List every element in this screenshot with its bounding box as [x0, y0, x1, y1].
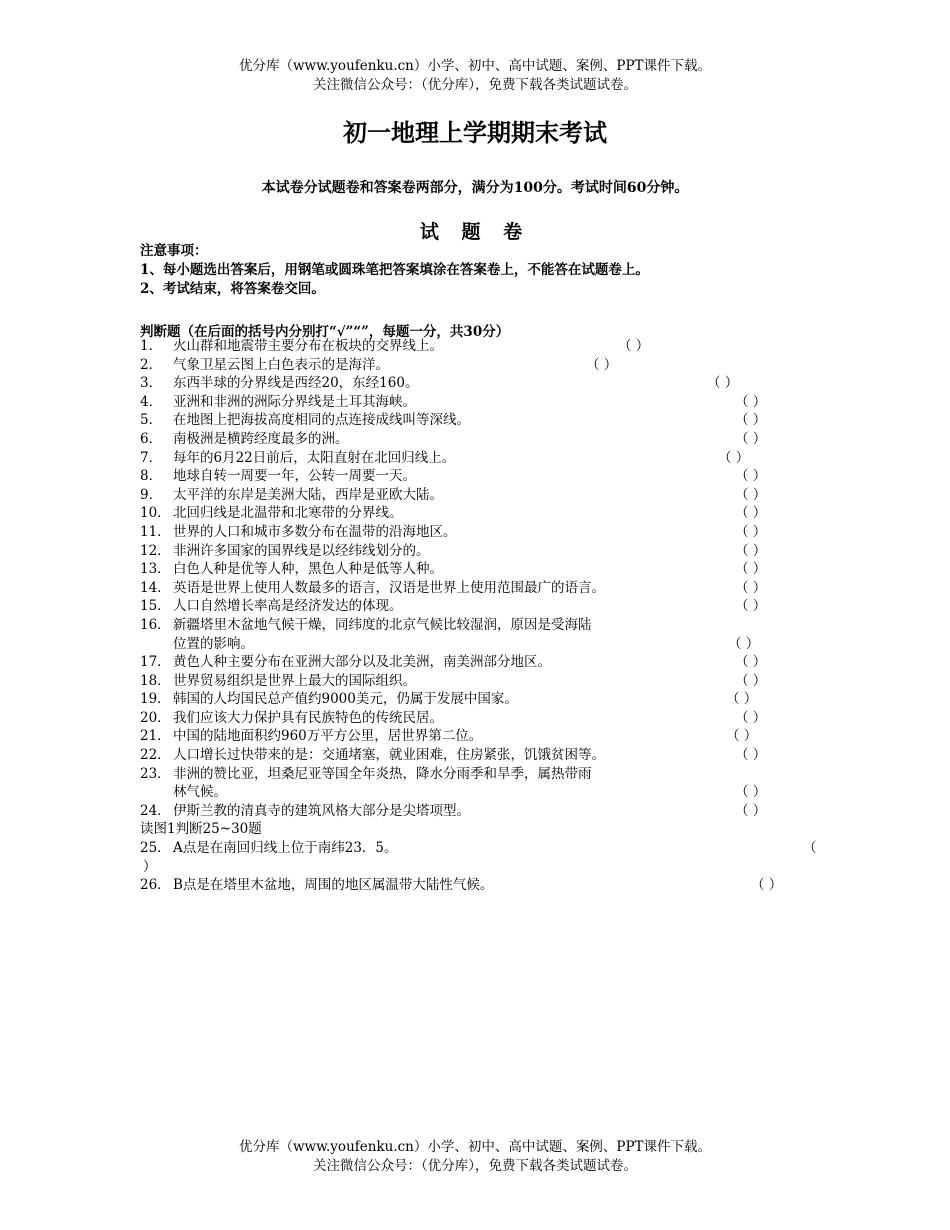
question-item [140, 876, 820, 895]
question-item [140, 356, 820, 375]
question-number: 1． [140, 338, 163, 354]
answer-blank: （ ） [726, 691, 758, 708]
question-text: 伊斯兰教的清真寺的建筑风格大部分是尖塔项型。 [173, 802, 470, 819]
question-text: 人口自然增长率高是经济发达的体现。 [173, 598, 403, 615]
note-item: 1、每小题选出答案后，用钢笔或圆珠笔把答案填涂在答案卷上，不能答在试题卷上。 [140, 262, 649, 278]
question-item [140, 839, 820, 876]
header-line-1: 优分库（www.youfenku.cn）小学、初中、高中试题、案例、PPT课件下载。 [238, 58, 712, 74]
question-item [140, 560, 820, 579]
question-item [140, 449, 820, 468]
question-item [140, 430, 820, 449]
question-number: 14． [140, 579, 171, 596]
question-text: 非洲的赞比亚，坦桑尼亚等国全年炎热，降水分雨季和旱季，属热带雨 林气候。 [173, 765, 592, 801]
question-number: 5． [140, 412, 163, 429]
answer-blank: （ ） [735, 579, 767, 596]
question-text: 中国的陆地面积约960万平方公里，居世界第二位。 [173, 728, 483, 745]
question-item [140, 374, 820, 393]
question-text: 非洲许多国家的国界线是以经纬线划分的。 [173, 542, 430, 559]
question-list [140, 337, 820, 895]
question-item [140, 467, 820, 486]
question-number: 8． [140, 468, 163, 485]
question-text: 人口增长过快带来的是：交通堵塞，就业困难，住房紧张，饥饿贫困等。 [173, 747, 605, 764]
question-text: 南极洲是横跨经度最多的洲。 [173, 430, 349, 447]
question-item [140, 690, 820, 709]
question-text: 太平洋的东岸是美洲大陆，西岸是亚欧大陆。 [173, 486, 443, 503]
question-number: 23． [140, 765, 171, 782]
map-instruction: 读图1判断25~30题 [140, 821, 262, 838]
page-footer [0, 1138, 950, 1176]
answer-blank: （ ） [735, 468, 767, 485]
question-item [140, 504, 820, 523]
question-number: 2． [140, 356, 163, 373]
answer-blank: （ ） [618, 338, 650, 354]
answer-blank-close: ） [143, 858, 157, 875]
answer-blank: （ ） [735, 747, 767, 764]
question-item [140, 393, 820, 412]
question-item [140, 542, 820, 561]
answer-blank: （ ） [735, 598, 767, 615]
question-text: 地球自转一周要一年，公转一周要一天。 [173, 468, 416, 485]
question-item [140, 579, 820, 598]
answer-blank: （ ） [735, 709, 767, 726]
question-number: 10． [140, 505, 171, 522]
footer-line-1: 优分库（www.youfenku.cn）小学、初中、高中试题、案例、PPT课件下载。 [238, 1139, 712, 1155]
question-text: 我们应该大力保护具有民族特色的传统民居。 [173, 709, 443, 726]
page-header [0, 57, 950, 95]
question-number: 21． [140, 728, 171, 745]
question-number: 26． [140, 877, 171, 894]
exam-intro: 本试卷分试题卷和答案卷两部分，满分为100分。考试时间60分钟。 [261, 180, 689, 196]
question-item [140, 337, 820, 356]
answer-blank: （ ） [735, 393, 767, 410]
question-text: 韩国的人均国民总产值约9000美元，仍属于发展中国家。 [173, 691, 518, 708]
question-text: 世界贸易组织是世界上最大的国际组织。 [173, 672, 416, 689]
answer-blank: （ ） [735, 654, 767, 671]
question-number: 13． [140, 561, 171, 578]
answer-blank: （ ） [726, 728, 758, 745]
question-number: 16． [140, 616, 171, 633]
question-text: 亚洲和非洲的洲际分界线是土耳其海峡。 [173, 393, 416, 410]
footer-line-2: 关注微信公众号：（优分库），免费下载各类试题试卷。 [313, 1158, 637, 1174]
header-line-2: 关注微信公众号：（优分库），免费下载各类试题试卷。 [313, 77, 637, 93]
question-text: 黄色人种主要分布在亚洲大部分以及北美洲，南美洲部分地区。 [173, 654, 551, 671]
question-text: 气象卫星云图上白色表示的是海洋。 [173, 356, 389, 373]
question-item [140, 802, 820, 821]
question-text: 北回归线是北温带和北寒带的分界线。 [173, 505, 403, 522]
notes [140, 242, 900, 299]
notes-heading: 注意事项： [140, 243, 208, 259]
question-item [140, 727, 820, 746]
question-text: 英语是世界上使用人数最多的语言，汉语是世界上使用范围最广的语言。 [173, 579, 605, 596]
question-number: 6． [140, 430, 163, 447]
answer-blank: （ ） [735, 486, 767, 503]
question-item [140, 653, 820, 672]
question-item [140, 411, 820, 430]
note-item: 2、考试结束，将答案卷交回。 [140, 281, 325, 297]
question-number: 17． [140, 654, 171, 671]
question-text: 白色人种是优等人种，黑色人种是低等人种。 [173, 561, 443, 578]
question-number: 12． [140, 542, 171, 559]
question-number: 19． [140, 691, 171, 708]
question-text: 在地图上把海拔高度相同的点连接成线叫等深线。 [173, 412, 470, 429]
question-number: 4． [140, 393, 163, 410]
question-number: 24． [140, 802, 171, 819]
question-item [140, 523, 820, 542]
question-text: A点是在南回归线上位于南纬23．5。 [173, 840, 398, 857]
question-item [140, 486, 820, 505]
question-text: 火山群和地震带主要分布在板块的交界线上。 [173, 338, 443, 354]
question-item [140, 765, 820, 802]
section-title: 试 题 卷 [419, 221, 531, 243]
answer-blank: （ ） [735, 561, 767, 578]
answer-blank: （ ） [586, 356, 618, 373]
answer-blank: （ ） [718, 449, 750, 466]
answer-blank: （ ） [735, 784, 767, 801]
question-text: 东西半球的分界线是西经20，东经160。 [173, 375, 419, 392]
answer-blank: （ ） [735, 523, 767, 540]
question-number: 22． [140, 747, 171, 764]
question-number: 15． [140, 598, 171, 615]
question-item [140, 597, 820, 616]
answer-blank: （ ） [735, 505, 767, 522]
question-item [140, 616, 820, 653]
question-number: 25． [140, 840, 171, 857]
question-text: 每年的6月22日前后，太阳直射在北回归线上。 [173, 449, 456, 466]
question-number: 11． [140, 523, 171, 540]
exam-title: 初一地理上学期期末考试 [343, 118, 607, 147]
answer-blank: （ ） [735, 802, 767, 819]
answer-blank-open: （ [803, 840, 817, 857]
question-item [140, 672, 820, 691]
answer-blank: （ ） [751, 877, 783, 894]
answer-blank: （ ） [735, 542, 767, 559]
question-item [140, 746, 820, 765]
answer-blank: （ ） [707, 375, 739, 392]
question-item [140, 709, 820, 728]
question-number: 9． [140, 486, 163, 503]
question-text: 新疆塔里木盆地气候干燥，同纬度的北京气候比较湿润，原因是受海陆 位置的影响。 [173, 616, 592, 652]
question-text: 世界的人口和城市多数分布在温带的沿海地区。 [173, 523, 457, 540]
answer-blank: （ ） [735, 672, 767, 689]
answer-blank: （ ） [728, 635, 760, 652]
question-number: 18． [140, 672, 171, 689]
questions-heading: 判断题（在后面的括号内分别打“√”“”，每题一分，共30分） [140, 324, 510, 340]
question-number: 3． [140, 375, 163, 392]
answer-blank: （ ） [735, 430, 767, 447]
answer-blank: （ ） [735, 412, 767, 429]
question-text: B点是在塔里木盆地，周围的地区属温带大陆性气候。 [173, 877, 494, 894]
question-number: 7． [140, 449, 163, 466]
question-number: 20． [140, 709, 171, 726]
